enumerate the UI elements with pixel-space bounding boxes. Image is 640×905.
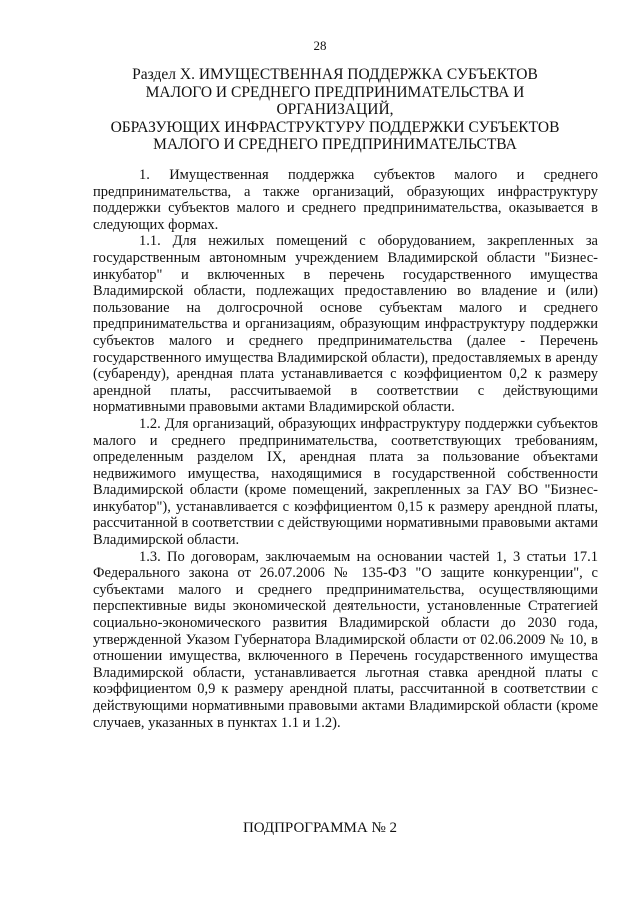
heading-line: МАЛОГО И СРЕДНЕГО ПРЕДПРИНИМАТЕЛЬСТВА — [153, 136, 517, 153]
subprogram-title: ПОДПРОГРАММА № 2 — [242, 820, 398, 836]
paragraph-1-2: 1.2. Для организаций, образующих инфраструктуру поддержки субъектов малого и среднего предпринимательства, соответствующих требованиям, определенным разделом IX, арендная плата за пользование объектами недвижимого имущества, находящимися в государственной собственности Владимирской области (кроме помещений, закрепленных за ГАУ ВО "Бизнес-инкубатор"), устанавливается с коэффициентом 0,15 к размеру арендной платы, рассчитанной в соответствии с действующими нормативными правовыми актами Владимирской области. — [93, 415, 598, 549]
paragraph-1-3: 1.3. По договорам, заключаемым на основании частей 1, 3 статьи 17.1 Федерального закона от 26.07.2006 № 135-ФЗ "О защите конкуренции", с субъектами малого и среднего предпринимательства, осуществляющими перспективные виды экономической деятельности, установленные Стратегией социально-экономического развития Владимирской области до 2030 года, утвержденной Указом Губернатора Владимирской области от 02.06.2009 № 10, в отношении имущества, включенного в Перечень государственного имущества Владимирской области, устанавливается льготная ставка арендной платы с коэффициентом 0,9 к размеру арендной платы, рассчитанной в соответствии с действующими нормативными правовыми актами Владимирской области (кроме случаев, указанных в пунктах 1.1 и 1.2). — [93, 548, 598, 731]
document-body — [93, 167, 598, 731]
section-heading — [110, 66, 560, 154]
heading-line: ОБРАЗУЮЩИХ ИНФРАСТРУКТУРУ ПОДДЕРЖКИ СУБЪЕКТОВ — [110, 118, 560, 136]
page-number: 28 — [313, 38, 327, 53]
heading-line: ОРГАНИЗАЦИЙ, — [276, 101, 394, 118]
heading-line: Раздел X. ИМУЩЕСТВЕННАЯ ПОДДЕРЖКА СУБЪЕКТОВ — [132, 66, 538, 83]
paragraph-1: 1. Имущественная поддержка субъектов малого и среднего предпринимательства, а также организаций, образующих инфраструктуру поддержки субъектов малого и среднего предпринимательства, оказывается в следующих формах. — [93, 167, 598, 233]
heading-line: МАЛОГО И СРЕДНЕГО ПРЕДПРИНИМАТЕЛЬСТВА И — [145, 83, 525, 101]
paragraph-1-1: 1.1. Для нежилых помещений с оборудованием, закрепленных за государственным автономным учреждением Владимирской области "Бизнес-инкубатор" и включенных в перечень государственного имущества Владимирской области, подлежащих предоставлению во владение и (или) пользование на долгосрочной основе субъектам малого и среднего предпринимательства и организациям, образующим инфраструктуру поддержки субъектов малого и среднего предпринимательства (далее - Перечень государственного имущества Владимирской области), предоставляемых в аренду (субаренду), арендная плата устанавливается с коэффициентом 0,2 к размеру арендной платы, рассчитываемой в соответствии с действующими нормативными правовыми актами Владимирской области. — [93, 233, 598, 416]
